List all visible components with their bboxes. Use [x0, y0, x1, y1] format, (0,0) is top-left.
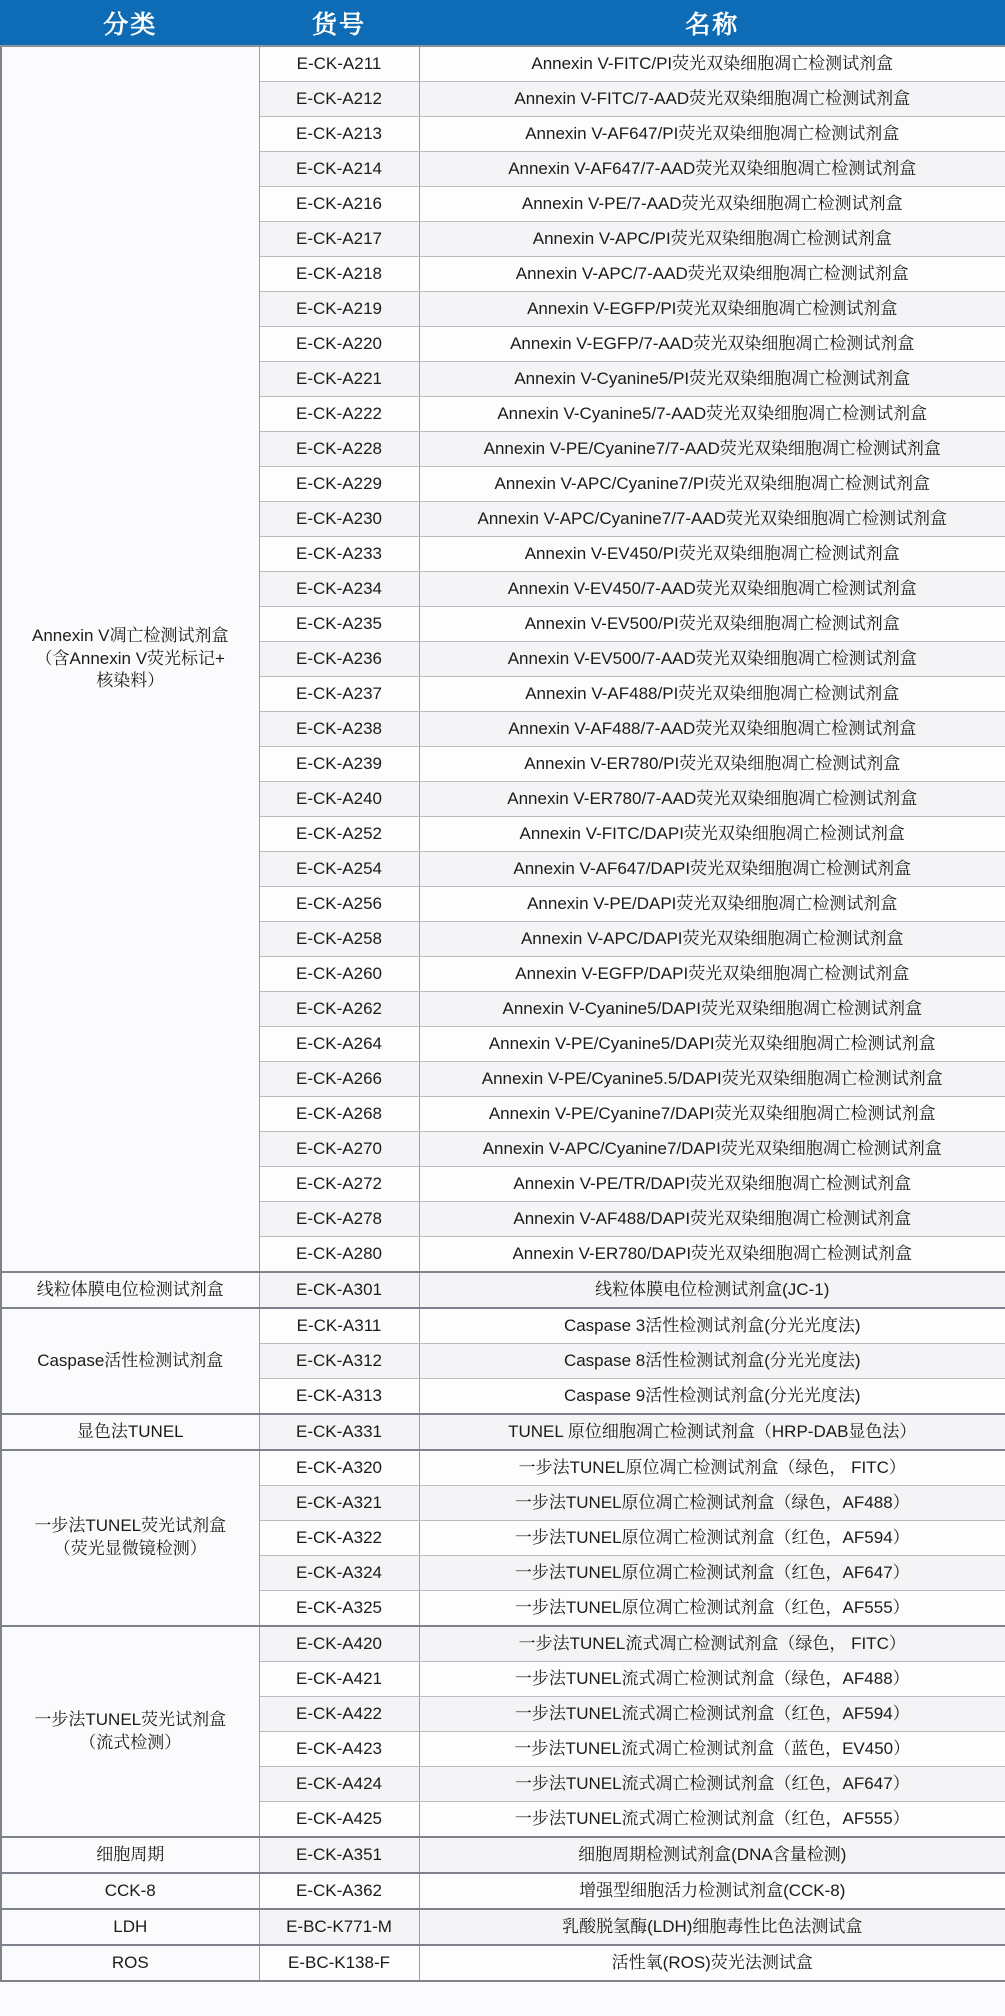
sku-cell: E-CK-A311 — [259, 1308, 419, 1344]
product-name-cell: Annexin V-Cyanine5/PI荧光双染细胞凋亡检测试剂盒 — [419, 362, 1005, 397]
sku-cell: E-CK-A420 — [259, 1626, 419, 1662]
product-name-cell: Annexin V-APC/Cyanine7/DAPI荧光双染细胞凋亡检测试剂盒 — [419, 1132, 1005, 1167]
sku-cell: E-CK-A238 — [259, 712, 419, 747]
category-line: CCK-8 — [104, 1880, 156, 1900]
category-line: 核染料） — [96, 671, 165, 691]
product-name-cell: Annexin V-APC/7-AAD荧光双染细胞凋亡检测试剂盒 — [419, 257, 1005, 292]
sku-cell: E-CK-A211 — [259, 46, 419, 82]
sku-cell: E-CK-A268 — [259, 1097, 419, 1132]
sku-cell: E-CK-A424 — [259, 1767, 419, 1802]
category-cell — [1, 1308, 259, 1414]
product-name-cell: Annexin V-ER780/DAPI荧光双染细胞凋亡检测试剂盒 — [419, 1237, 1005, 1273]
product-name-cell: 细胞周期检测试剂盒(DNA含量检测) — [419, 1837, 1005, 1873]
product-name-cell: Caspase 9活性检测试剂盒(分光光度法) — [419, 1379, 1005, 1415]
category-line: ROS — [111, 1952, 149, 1972]
sku-cell: E-CK-A280 — [259, 1237, 419, 1273]
product-name-cell: Annexin V-AF647/DAPI荧光双染细胞凋亡检测试剂盒 — [419, 852, 1005, 887]
category-cell — [1, 1945, 259, 1981]
sku-cell: E-CK-A258 — [259, 922, 419, 957]
product-name-cell: TUNEL 原位细胞凋亡检测试剂盒（HRP-DAB显色法） — [419, 1414, 1005, 1450]
product-name-cell: Annexin V-AF488/DAPI荧光双染细胞凋亡检测试剂盒 — [419, 1202, 1005, 1237]
sku-cell: E-CK-A362 — [259, 1873, 419, 1909]
column-header-category: 分类 — [1, 1, 259, 47]
sku-cell: E-CK-A219 — [259, 292, 419, 327]
product-name-cell: Annexin V-EGFP/DAPI荧光双染细胞凋亡检测试剂盒 — [419, 957, 1005, 992]
column-header-sku: 货号 — [259, 1, 419, 47]
category-line: 线粒体膜电位检测试剂盒 — [36, 1279, 224, 1299]
sku-cell: E-CK-A234 — [259, 572, 419, 607]
sku-cell: E-CK-A212 — [259, 82, 419, 117]
product-name-cell: Annexin V-PE/Cyanine7/7-AAD荧光双染细胞凋亡检测试剂盒 — [419, 432, 1005, 467]
sku-cell: E-CK-A320 — [259, 1450, 419, 1486]
sku-cell: E-CK-A254 — [259, 852, 419, 887]
table-row — [1, 1308, 1005, 1344]
sku-cell: E-CK-A278 — [259, 1202, 419, 1237]
product-name-cell: Annexin V-PE/Cyanine5/DAPI荧光双染细胞凋亡检测试剂盒 — [419, 1027, 1005, 1062]
sku-cell: E-CK-A233 — [259, 537, 419, 572]
sku-cell: E-CK-A222 — [259, 397, 419, 432]
sku-cell: E-CK-A324 — [259, 1556, 419, 1591]
table-row — [1, 46, 1005, 82]
product-name-cell: Annexin V-EV450/7-AAD荧光双染细胞凋亡检测试剂盒 — [419, 572, 1005, 607]
product-name-cell: 一步法TUNEL原位凋亡检测试剂盒（红色，AF647） — [419, 1556, 1005, 1591]
product-name-cell: Caspase 3活性检测试剂盒(分光光度法) — [419, 1308, 1005, 1344]
product-name-cell: Annexin V-FITC/PI荧光双染细胞凋亡检测试剂盒 — [419, 46, 1005, 82]
sku-cell: E-CK-A229 — [259, 467, 419, 502]
category-cell — [1, 1873, 259, 1909]
sku-cell: E-CK-A218 — [259, 257, 419, 292]
product-name-cell: Annexin V-APC/Cyanine7/7-AAD荧光双染细胞凋亡检测试剂盒 — [419, 502, 1005, 537]
sku-cell: E-CK-A217 — [259, 222, 419, 257]
sku-cell: E-BC-K138-F — [259, 1945, 419, 1981]
product-name-cell: Annexin V-Cyanine5/DAPI荧光双染细胞凋亡检测试剂盒 — [419, 992, 1005, 1027]
sku-cell: E-CK-A423 — [259, 1732, 419, 1767]
sku-cell: E-CK-A421 — [259, 1662, 419, 1697]
product-name-cell: 一步法TUNEL流式凋亡检测试剂盒（红色，AF647） — [419, 1767, 1005, 1802]
product-name-cell: Annexin V-PE/Cyanine7/DAPI荧光双染细胞凋亡检测试剂盒 — [419, 1097, 1005, 1132]
sku-cell: E-BC-K771-M — [259, 1909, 419, 1945]
sku-cell: E-CK-A331 — [259, 1414, 419, 1450]
category-line: Caspase活性检测试剂盒 — [37, 1350, 224, 1370]
category-cell — [1, 1272, 259, 1308]
category-line: 一步法TUNEL荧光试剂盒 — [34, 1709, 227, 1729]
sku-cell: E-CK-A214 — [259, 152, 419, 187]
product-name-cell: Annexin V-ER780/7-AAD荧光双染细胞凋亡检测试剂盒 — [419, 782, 1005, 817]
product-name-cell: 一步法TUNEL流式凋亡检测试剂盒（红色，AF594） — [419, 1697, 1005, 1732]
product-name-cell: 一步法TUNEL流式凋亡检测试剂盒（绿色，AF488） — [419, 1662, 1005, 1697]
sku-cell: E-CK-A322 — [259, 1521, 419, 1556]
table-header — [1, 1, 1005, 47]
sku-cell: E-CK-A264 — [259, 1027, 419, 1062]
product-name-cell: Annexin V-AF647/PI荧光双染细胞凋亡检测试剂盒 — [419, 117, 1005, 152]
product-name-cell: Annexin V-AF647/7-AAD荧光双染细胞凋亡检测试剂盒 — [419, 152, 1005, 187]
sku-cell: E-CK-A351 — [259, 1837, 419, 1873]
sku-cell: E-CK-A216 — [259, 187, 419, 222]
product-name-cell: Caspase 8活性检测试剂盒(分光光度法) — [419, 1344, 1005, 1379]
product-name-cell: Annexin V-EV450/PI荧光双染细胞凋亡检测试剂盒 — [419, 537, 1005, 572]
table-body — [1, 46, 1005, 1981]
sku-cell: E-CK-A325 — [259, 1591, 419, 1627]
category-line: 显色法TUNEL — [76, 1421, 184, 1441]
product-name-cell: 一步法TUNEL流式凋亡检测试剂盒（绿色， FITC） — [419, 1626, 1005, 1662]
product-name-cell: 活性氧(ROS)荧光法测试盒 — [419, 1945, 1005, 1981]
table-row — [1, 1945, 1005, 1981]
product-name-cell: 一步法TUNEL流式凋亡检测试剂盒（红色，AF555） — [419, 1802, 1005, 1838]
sku-cell: E-CK-A240 — [259, 782, 419, 817]
sku-cell: E-CK-A266 — [259, 1062, 419, 1097]
category-line: LDH — [113, 1916, 148, 1936]
product-name-cell: Annexin V-EV500/PI荧光双染细胞凋亡检测试剂盒 — [419, 607, 1005, 642]
sku-cell: E-CK-A252 — [259, 817, 419, 852]
category-line: （流式检测） — [79, 1732, 182, 1752]
sku-cell: E-CK-A262 — [259, 992, 419, 1027]
sku-cell: E-CK-A221 — [259, 362, 419, 397]
sku-cell: E-CK-A213 — [259, 117, 419, 152]
category-cell — [1, 1837, 259, 1873]
product-name-cell: Annexin V-Cyanine5/7-AAD荧光双染细胞凋亡检测试剂盒 — [419, 397, 1005, 432]
product-name-cell: 一步法TUNEL原位凋亡检测试剂盒（红色，AF594） — [419, 1521, 1005, 1556]
table-row — [1, 1450, 1005, 1486]
sku-cell: E-CK-A425 — [259, 1802, 419, 1838]
product-name-cell: 一步法TUNEL原位凋亡检测试剂盒（绿色， FITC） — [419, 1450, 1005, 1486]
category-line: （荧光显微镜检测） — [53, 1539, 207, 1558]
sku-cell: E-CK-A220 — [259, 327, 419, 362]
product-name-cell: Annexin V-EV500/7-AAD荧光双染细胞凋亡检测试剂盒 — [419, 642, 1005, 677]
sku-cell: E-CK-A237 — [259, 677, 419, 712]
table-row — [1, 1909, 1005, 1945]
product-name-cell: Annexin V-EGFP/7-AAD荧光双染细胞凋亡检测试剂盒 — [419, 327, 1005, 362]
table-row — [1, 1873, 1005, 1909]
category-cell — [1, 1909, 259, 1945]
category-cell — [1, 1450, 259, 1626]
sku-cell: E-CK-A301 — [259, 1272, 419, 1308]
table-row — [1, 1626, 1005, 1662]
column-header-name: 名称 — [419, 1, 1005, 47]
product-name-cell: Annexin V-FITC/DAPI荧光双染细胞凋亡检测试剂盒 — [419, 817, 1005, 852]
table-row — [1, 1837, 1005, 1873]
product-name-cell: 线粒体膜电位检测试剂盒(JC-1) — [419, 1272, 1005, 1308]
product-name-cell: 一步法TUNEL流式凋亡检测试剂盒（蓝色，EV450） — [419, 1732, 1005, 1767]
category-cell — [1, 1414, 259, 1450]
sku-cell: E-CK-A260 — [259, 957, 419, 992]
category-line: Annexin V凋亡检测试剂盒 — [32, 625, 229, 645]
product-name-cell: Annexin V-APC/DAPI荧光双染细胞凋亡检测试剂盒 — [419, 922, 1005, 957]
product-name-cell: 一步法TUNEL原位凋亡检测试剂盒（绿色，AF488） — [419, 1486, 1005, 1521]
category-line: 一步法TUNEL荧光试剂盒 — [34, 1516, 227, 1536]
category-cell — [1, 46, 259, 1272]
product-name-cell: Annexin V-PE/TR/DAPI荧光双染细胞凋亡检测试剂盒 — [419, 1167, 1005, 1202]
sku-cell: E-CK-A422 — [259, 1697, 419, 1732]
table-row — [1, 1272, 1005, 1308]
table-row — [1, 1414, 1005, 1450]
product-name-cell: Annexin V-PE/7-AAD荧光双染细胞凋亡检测试剂盒 — [419, 187, 1005, 222]
sku-cell: E-CK-A272 — [259, 1167, 419, 1202]
header-row — [1, 1, 1005, 47]
product-name-cell: Annexin V-FITC/7-AAD荧光双染细胞凋亡检测试剂盒 — [419, 82, 1005, 117]
category-line: 细胞周期 — [96, 1844, 165, 1864]
product-name-cell: Annexin V-AF488/PI荧光双染细胞凋亡检测试剂盒 — [419, 677, 1005, 712]
sku-cell: E-CK-A321 — [259, 1486, 419, 1521]
sku-cell: E-CK-A256 — [259, 887, 419, 922]
product-name-cell: Annexin V-PE/Cyanine5.5/DAPI荧光双染细胞凋亡检测试剂盒 — [419, 1062, 1005, 1097]
sku-cell: E-CK-A239 — [259, 747, 419, 782]
product-name-cell: 一步法TUNEL原位凋亡检测试剂盒（红色，AF555） — [419, 1591, 1005, 1627]
sku-cell: E-CK-A312 — [259, 1344, 419, 1379]
product-name-cell: Annexin V-AF488/7-AAD荧光双染细胞凋亡检测试剂盒 — [419, 712, 1005, 747]
product-name-cell: 乳酸脱氢酶(LDH)细胞毒性比色法测试盒 — [419, 1909, 1005, 1945]
product-name-cell: Annexin V-APC/Cyanine7/PI荧光双染细胞凋亡检测试剂盒 — [419, 467, 1005, 502]
sku-cell: E-CK-A236 — [259, 642, 419, 677]
category-line: （含Annexin V荧光标记+ — [35, 648, 225, 668]
sku-cell: E-CK-A235 — [259, 607, 419, 642]
sku-cell: E-CK-A230 — [259, 502, 419, 537]
product-name-cell: Annexin V-PE/DAPI荧光双染细胞凋亡检测试剂盒 — [419, 887, 1005, 922]
product-name-cell: 增强型细胞活力检测试剂盒(CCK-8) — [419, 1873, 1005, 1909]
category-cell — [1, 1626, 259, 1837]
sku-cell: E-CK-A228 — [259, 432, 419, 467]
product-name-cell: Annexin V-EGFP/PI荧光双染细胞凋亡检测试剂盒 — [419, 292, 1005, 327]
sku-cell: E-CK-A313 — [259, 1379, 419, 1415]
sku-cell: E-CK-A270 — [259, 1132, 419, 1167]
product-name-cell: Annexin V-APC/PI荧光双染细胞凋亡检测试剂盒 — [419, 222, 1005, 257]
product-name-cell: Annexin V-ER780/PI荧光双染细胞凋亡检测试剂盒 — [419, 747, 1005, 782]
